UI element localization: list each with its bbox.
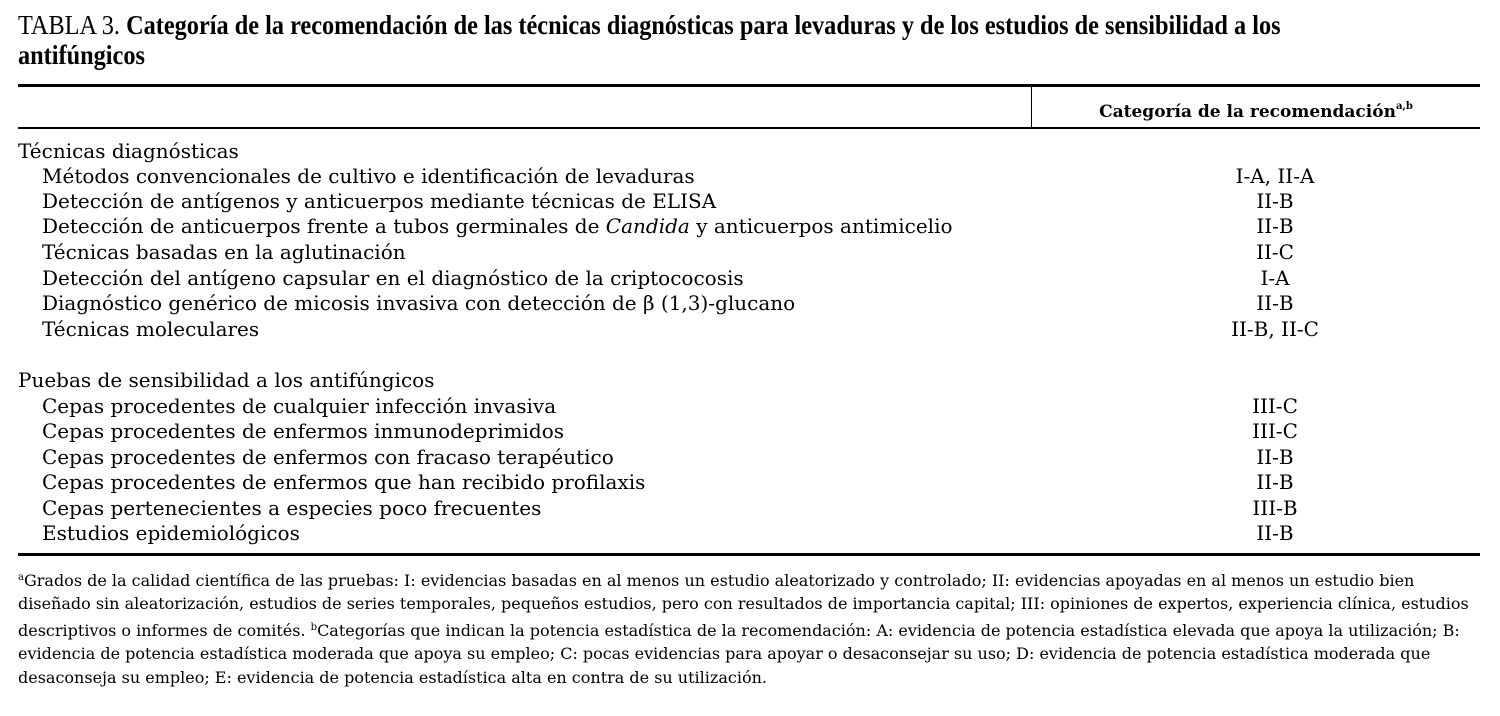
table-row-value: II-B [1256, 291, 1294, 315]
table-row-label: Cepas pertenecientes a especies poco frecuentes [42, 496, 542, 520]
footnote-paragraph [18, 566, 1480, 689]
table-row-value: II-B [1256, 470, 1294, 494]
table-row-label: Técnicas moleculares [42, 317, 260, 341]
table-row-label: Cepas procedentes de enfermos que han recibido profilaxis [42, 470, 646, 494]
table-row-value: II-B [1256, 521, 1294, 545]
table-row-label: Detección de antígenos y anticuerpos mediante técnicas de ELISA [42, 189, 717, 213]
footnote-b-text: Categorías que indican la potencia estadística de la recomendación: A: evidencia de potencia estadística elevada que apoya la utilización; B: evidencia de potencia estadística moderada que apoya su empleo; C: pocas evidencias para apoyar o desaconsejar su uso; D: evidencia de potencia estadística moderada que desaconseja su empleo; E: evidencia de potencia estadística alta en contra de su utilización. [18, 620, 1460, 687]
table-row-value: II-B [1256, 214, 1294, 238]
table-row-label: Cepas procedentes de enfermos con fracaso terapéutico [42, 445, 614, 469]
table-caption: Categoría de la recomendación de las técnicas diagnósticas para levaduras y de los estudios de sensibilidad a los antifúngicos [18, 10, 1281, 70]
table-row-label: Diagnóstico genérico de micosis invasiva con detección de β (1,3)-glucano [42, 291, 796, 315]
column-header [1032, 95, 1480, 124]
table-row-label: Técnicas basadas en la aglutinación [42, 240, 406, 264]
genus-name-italic: Candida [605, 214, 690, 238]
table-row-label: Detección del antígeno capsular en el diagnóstico de la criptococosis [42, 266, 744, 290]
header-rule [18, 127, 1480, 129]
label-text: Detección de anticuerpos frente a tubos germinales de [42, 214, 606, 238]
table-row-value: III-C [1252, 419, 1298, 443]
table-row-value: III-B [1252, 496, 1298, 520]
label-text: y anticuerpos antimicelio [689, 214, 953, 238]
footnote-a-text: Grados de la calidad científica de las pruebas: I: evidencias basadas en al menos un estudio aleatorizado y controlado; II: evidencias apoyadas en al menos un estudio bien diseñado sin aleatorización, estudios de series temporales, pequeños estudios, pero con resultados de importancia capital; III: opiniones de expertos, experiencia clínica, estudios descriptivos o informes de comités. [18, 571, 1469, 640]
table-row-value: I-A, II-A [1235, 164, 1315, 188]
column-header-footnote-marker: a,b [1395, 101, 1413, 112]
bottom-rule [18, 553, 1480, 556]
footnote-a-marker: a [18, 572, 24, 583]
footnotes [18, 566, 1480, 689]
table-row-value: II-B [1256, 445, 1294, 469]
table-row-label: Cepas procedentes de cualquier infección invasiva [42, 394, 557, 418]
table-row-value: II-C [1256, 240, 1294, 264]
table-row-label: Cepas procedentes de enfermos inmunodeprimidos [42, 419, 564, 443]
top-rule [18, 84, 1480, 87]
footnote-b-marker: b [310, 621, 318, 633]
table-row-value: III-C [1252, 394, 1298, 418]
table-row-value: I-A [1260, 266, 1290, 290]
table-row-value: II-B, II-C [1231, 317, 1319, 341]
column-header-label: Categoría de la recomendación [1099, 102, 1396, 122]
table-number: TABLA 3. [18, 10, 121, 40]
section-label-tecnicas: Técnicas diagnósticas [18, 139, 239, 163]
table-row-label: Métodos convencionales de cultivo e identificación de levaduras [42, 164, 695, 188]
table-row-value: II-B [1256, 189, 1294, 213]
table-row-label: Estudios epidemiológicos [42, 521, 300, 545]
section-label-sensibilidad: Puebas de sensibilidad a los antifúngicos [18, 368, 435, 392]
table-row-label [42, 214, 953, 240]
table-title [18, 10, 1314, 70]
